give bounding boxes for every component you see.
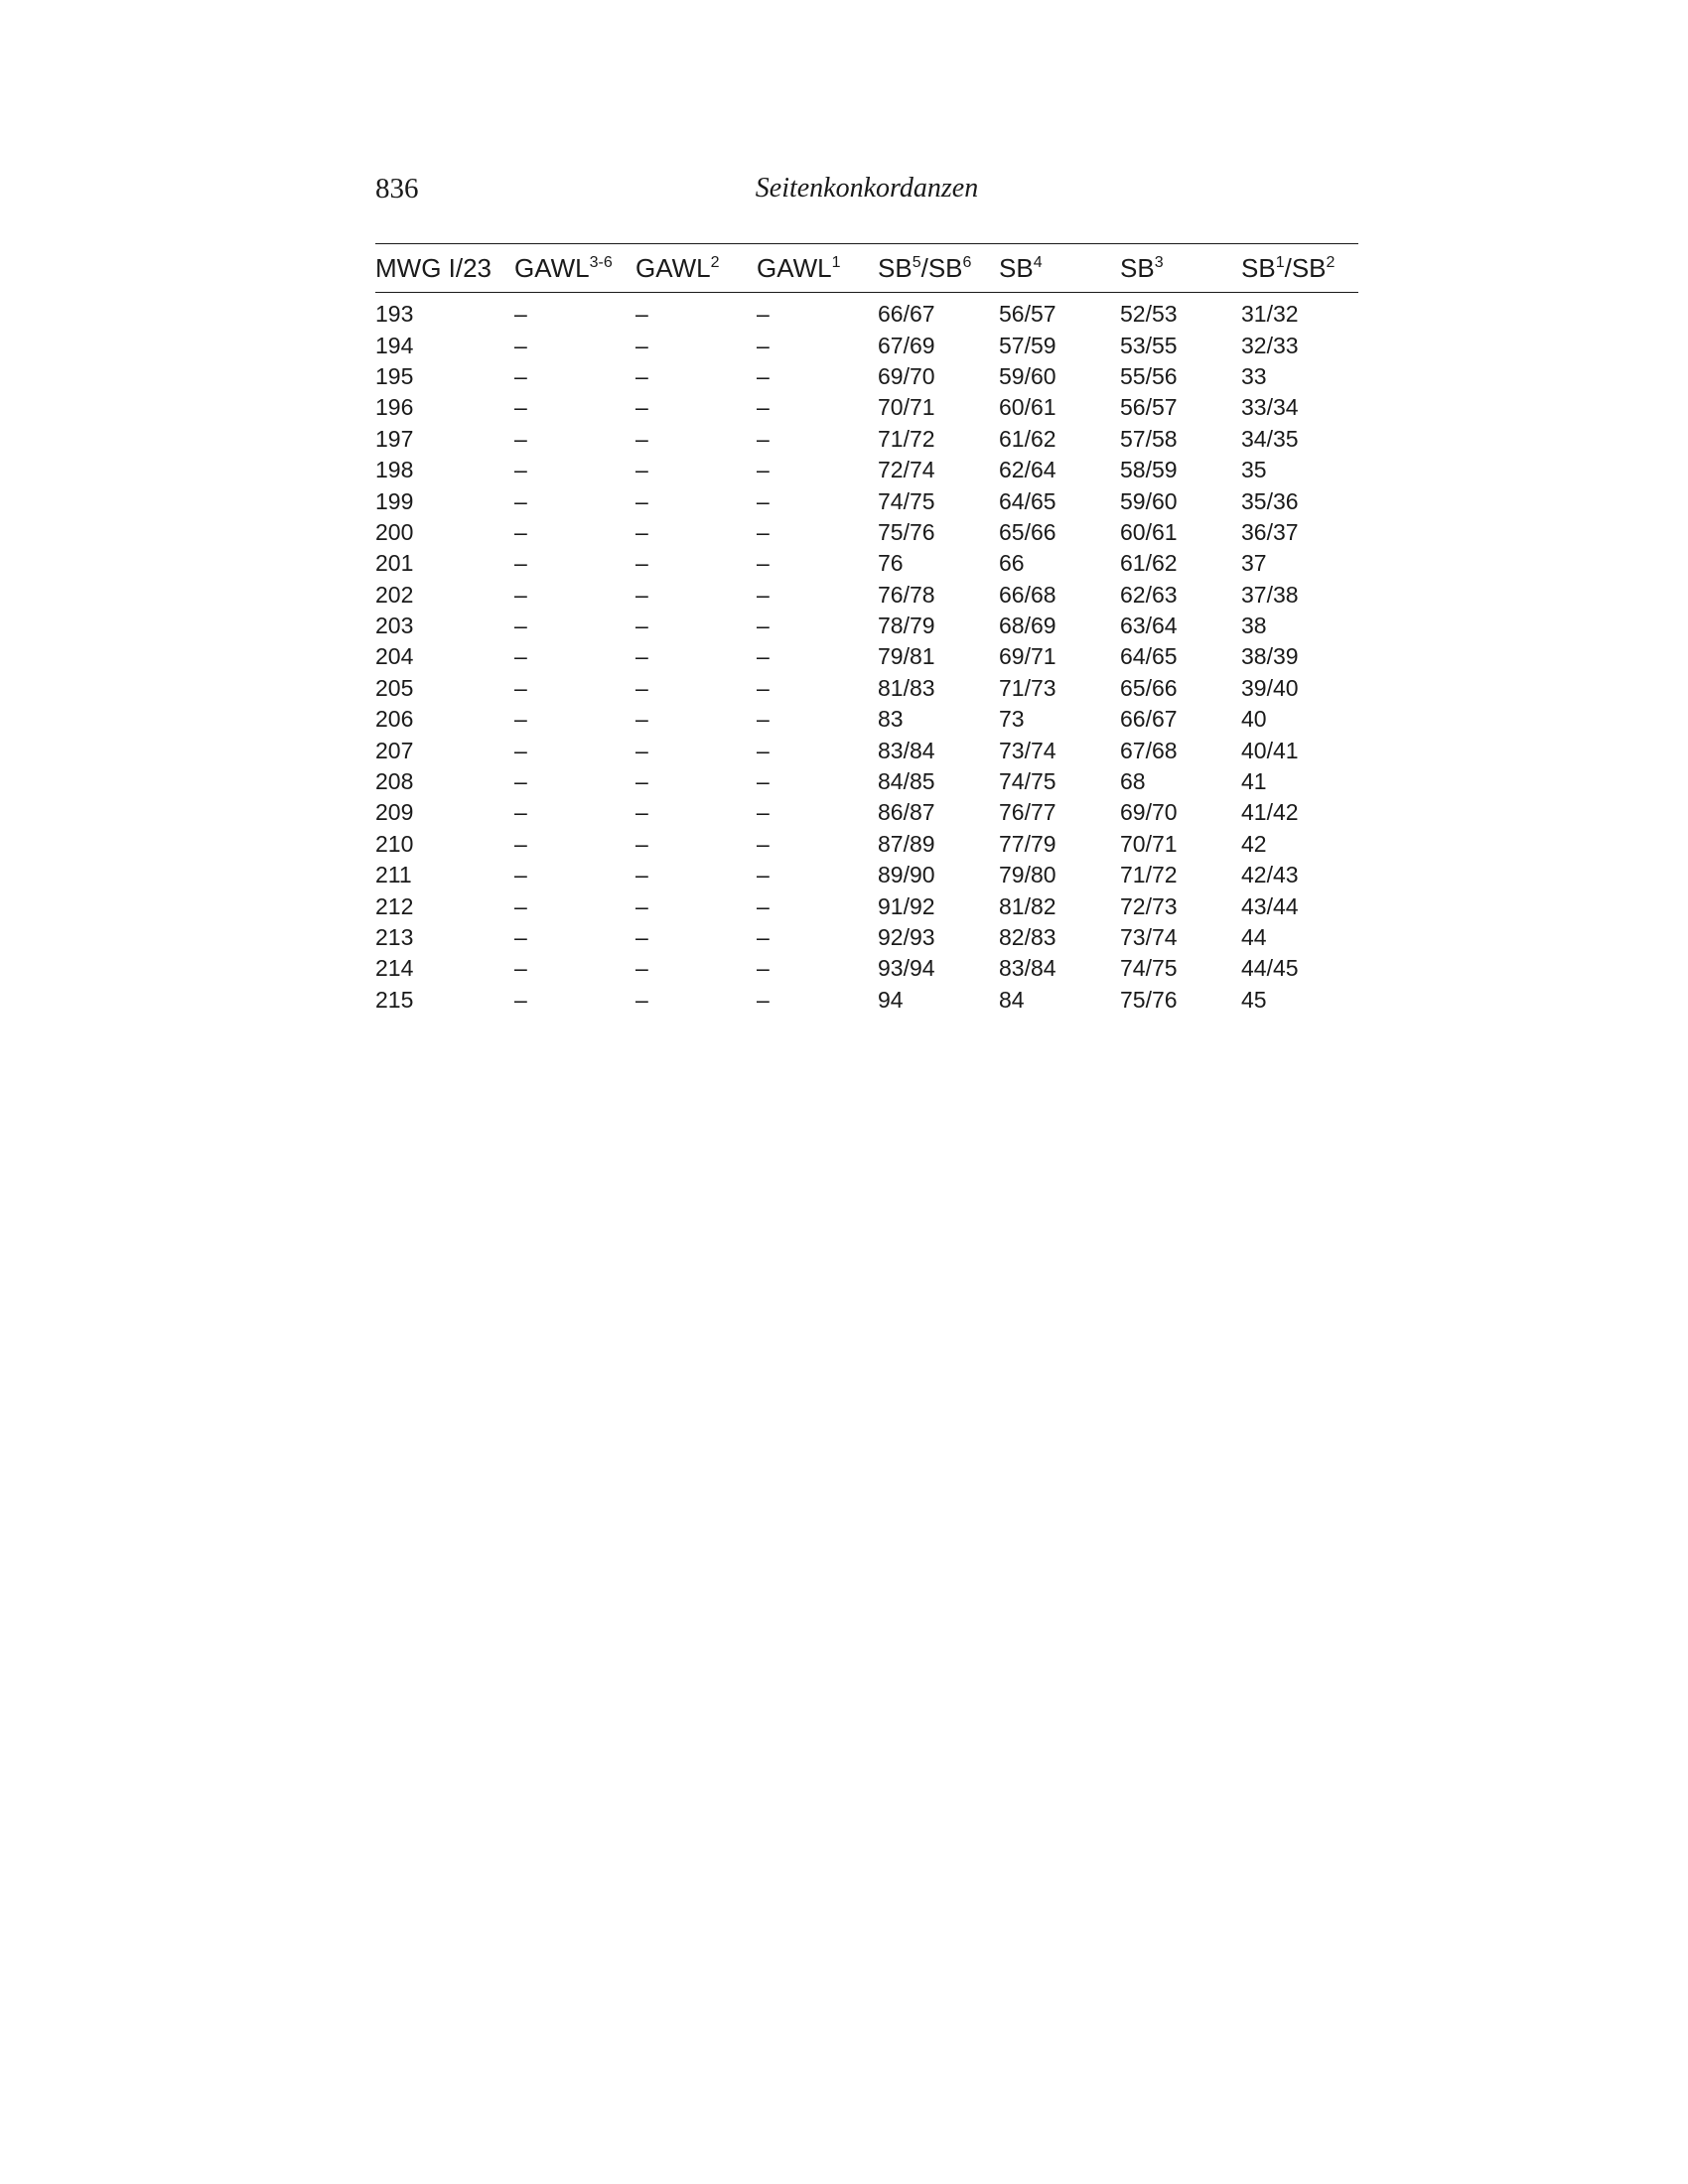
- table-cell: 59/60: [1120, 487, 1178, 514]
- table-cell: 84/85: [878, 768, 935, 795]
- column-header: [375, 244, 514, 293]
- table-cell: 40/41: [1241, 737, 1299, 763]
- page-header: [375, 167, 1358, 210]
- table-cell: 194: [375, 332, 414, 358]
- table-cell: –: [635, 706, 648, 733]
- table-cell: 66/67: [878, 301, 935, 328]
- table-cell: 33: [1241, 362, 1267, 389]
- table-cell: 75/76: [1120, 986, 1178, 1013]
- column-header-superscript: 1: [1275, 253, 1285, 271]
- table-cell: –: [757, 301, 770, 328]
- table-row: [375, 890, 1358, 921]
- table-cell: 60/61: [999, 394, 1056, 421]
- table-row: [375, 673, 1358, 704]
- table-cell: –: [514, 799, 527, 826]
- table-cell: 202: [375, 581, 414, 608]
- column-header-label: GAWL: [757, 252, 832, 283]
- table-cell: 212: [375, 892, 414, 919]
- table-row: [375, 611, 1358, 641]
- table-cell: –: [514, 362, 527, 389]
- table-cell: –: [757, 955, 770, 982]
- table-cell: 70/71: [878, 394, 935, 421]
- table-cell: –: [757, 457, 770, 483]
- table-cell: 65/66: [999, 518, 1056, 545]
- table-cell: 82/83: [999, 924, 1056, 950]
- table-cell: 67/68: [1120, 737, 1178, 763]
- table-cell: –: [757, 643, 770, 670]
- table-cell: 68: [1120, 768, 1146, 795]
- table-cell: 70/71: [1120, 830, 1178, 857]
- table-header-row: [375, 244, 1358, 293]
- table-cell: –: [635, 581, 648, 608]
- table-cell: 205: [375, 674, 414, 701]
- table-cell: 41: [1241, 768, 1267, 795]
- table-cell: 215: [375, 986, 414, 1013]
- table-body: [375, 293, 1358, 1016]
- table-cell: –: [757, 362, 770, 389]
- table-cell: 56/57: [999, 301, 1056, 328]
- table-cell: 200: [375, 518, 414, 545]
- table-cell: 71/72: [878, 425, 935, 452]
- table-cell: –: [514, 830, 527, 857]
- table-cell: 74/75: [999, 768, 1056, 795]
- table-cell: –: [635, 518, 648, 545]
- table-header: [375, 244, 1358, 293]
- table-cell: –: [514, 643, 527, 670]
- table-cell: –: [757, 581, 770, 608]
- table-cell: 69/70: [878, 362, 935, 389]
- table-cell: 93/94: [878, 955, 935, 982]
- table-cell: –: [514, 737, 527, 763]
- table-cell: 62/63: [1120, 581, 1178, 608]
- table-cell: –: [514, 862, 527, 888]
- table-cell: 76: [878, 550, 904, 577]
- table-cell: 67/69: [878, 332, 935, 358]
- table-cell: –: [514, 613, 527, 639]
- table-cell: 35: [1241, 457, 1267, 483]
- table-cell: –: [514, 332, 527, 358]
- table-cell: 57/59: [999, 332, 1056, 358]
- table-cell: 33/34: [1241, 394, 1299, 421]
- table-cell: –: [757, 394, 770, 421]
- table-cell: –: [757, 986, 770, 1013]
- table-cell: 64/65: [999, 487, 1056, 514]
- table-cell: –: [757, 830, 770, 857]
- table-cell: –: [757, 550, 770, 577]
- table-cell: 60/61: [1120, 518, 1178, 545]
- table-cell: 81/83: [878, 674, 935, 701]
- table-cell: 37/38: [1241, 581, 1299, 608]
- table-row: [375, 485, 1358, 516]
- table-cell: 66: [999, 550, 1025, 577]
- table-row: [375, 392, 1358, 423]
- table-cell: 72/74: [878, 457, 935, 483]
- column-header-superscript: 2: [1326, 253, 1336, 271]
- table-cell: –: [514, 955, 527, 982]
- column-header: [514, 244, 635, 293]
- table-cell: –: [635, 986, 648, 1013]
- table-cell: 197: [375, 425, 414, 452]
- table-cell: 73: [999, 706, 1025, 733]
- table-cell: 56/57: [1120, 394, 1178, 421]
- table-cell: 44/45: [1241, 955, 1299, 982]
- table-cell: –: [757, 799, 770, 826]
- table-cell: 73/74: [1120, 924, 1178, 950]
- table-cell: 74/75: [878, 487, 935, 514]
- table-cell: 75/76: [878, 518, 935, 545]
- table-cell: 37: [1241, 550, 1267, 577]
- table-cell: 213: [375, 924, 414, 950]
- column-header-label: SB: [999, 252, 1034, 283]
- column-header-label: GAWL: [635, 252, 711, 283]
- table-cell: 201: [375, 550, 414, 577]
- table-cell: –: [635, 768, 648, 795]
- table-cell: 193: [375, 301, 414, 328]
- table-cell: –: [514, 674, 527, 701]
- table-cell: –: [514, 986, 527, 1013]
- table-cell: 64/65: [1120, 643, 1178, 670]
- table-cell: 44: [1241, 924, 1267, 950]
- table-cell: 71/73: [999, 674, 1056, 701]
- table-cell: 198: [375, 457, 414, 483]
- table-row: [375, 985, 1358, 1016]
- table-cell: 42: [1241, 830, 1267, 857]
- table-row: [375, 517, 1358, 548]
- table-cell: 65/66: [1120, 674, 1178, 701]
- column-header-superscript: 6: [962, 253, 972, 271]
- table-cell: –: [635, 674, 648, 701]
- table-row: [375, 953, 1358, 984]
- table-cell: 83: [878, 706, 904, 733]
- table-row: [375, 704, 1358, 735]
- column-header-label: SB: [927, 252, 963, 283]
- table-row: [375, 361, 1358, 392]
- table-cell: 199: [375, 487, 414, 514]
- table-cell: 59/60: [999, 362, 1056, 389]
- table-cell: –: [635, 924, 648, 950]
- table-cell: –: [757, 892, 770, 919]
- table-cell: 53/55: [1120, 332, 1178, 358]
- table-row: [375, 922, 1358, 953]
- table-row: [375, 735, 1358, 765]
- table-cell: 196: [375, 394, 414, 421]
- table-cell: –: [635, 643, 648, 670]
- column-header-superscript: 4: [1033, 253, 1043, 271]
- table-cell: –: [514, 518, 527, 545]
- column-header-label: SB: [1120, 252, 1155, 283]
- table-cell: 72/73: [1120, 892, 1178, 919]
- table-cell: 195: [375, 362, 414, 389]
- table-cell: 62/64: [999, 457, 1056, 483]
- table-row: [375, 766, 1358, 797]
- table-cell: –: [635, 457, 648, 483]
- table-row: [375, 797, 1358, 828]
- column-header-label: SB: [878, 252, 913, 283]
- table-row: [375, 424, 1358, 455]
- table-cell: –: [635, 799, 648, 826]
- table-cell: –: [635, 425, 648, 452]
- table-cell: –: [757, 613, 770, 639]
- concordance-table: [375, 243, 1358, 1016]
- table-cell: 69/70: [1120, 799, 1178, 826]
- table-cell: –: [514, 550, 527, 577]
- table-cell: 63/64: [1120, 613, 1178, 639]
- table-cell: 52/53: [1120, 301, 1178, 328]
- table-cell: –: [514, 425, 527, 452]
- table-cell: –: [757, 706, 770, 733]
- column-header-label: SB: [1291, 252, 1327, 283]
- table-cell: –: [757, 425, 770, 452]
- table-cell: 83/84: [999, 955, 1056, 982]
- table-cell: 66/68: [999, 581, 1056, 608]
- column-header-superscript: 5: [912, 253, 921, 271]
- table-cell: 71/72: [1120, 862, 1178, 888]
- table-row: [375, 548, 1358, 579]
- table-cell: 77/79: [999, 830, 1056, 857]
- table-cell: 84: [999, 986, 1025, 1013]
- table-cell: –: [635, 613, 648, 639]
- table-cell: 91/92: [878, 892, 935, 919]
- table-cell: –: [635, 550, 648, 577]
- table-cell: 214: [375, 955, 414, 982]
- table-cell: 206: [375, 706, 414, 733]
- table-row: [375, 641, 1358, 672]
- table-cell: 81/82: [999, 892, 1056, 919]
- column-header: [999, 244, 1120, 293]
- table-cell: –: [757, 924, 770, 950]
- table-cell: 32/33: [1241, 332, 1299, 358]
- column-header: [1241, 244, 1358, 293]
- table-cell: –: [635, 830, 648, 857]
- table-cell: –: [635, 487, 648, 514]
- column-header: [1120, 244, 1241, 293]
- table-cell: 94: [878, 986, 904, 1013]
- table-cell: 208: [375, 768, 414, 795]
- table-cell: –: [514, 487, 527, 514]
- table-cell: –: [514, 457, 527, 483]
- table-cell: –: [514, 581, 527, 608]
- column-header: [635, 244, 757, 293]
- table-cell: 58/59: [1120, 457, 1178, 483]
- table-cell: 69/71: [999, 643, 1056, 670]
- table-cell: 204: [375, 643, 414, 670]
- column-header-separator: /: [920, 252, 928, 283]
- table-cell: –: [757, 487, 770, 514]
- table-cell: –: [514, 924, 527, 950]
- table-cell: –: [635, 362, 648, 389]
- table-cell: 68/69: [999, 613, 1056, 639]
- table-cell: 83/84: [878, 737, 935, 763]
- table-cell: –: [635, 332, 648, 358]
- column-header-label: GAWL: [514, 252, 590, 283]
- table-cell: –: [514, 706, 527, 733]
- table-cell: –: [757, 737, 770, 763]
- table-cell: 34/35: [1241, 425, 1299, 452]
- table-cell: 203: [375, 613, 414, 639]
- column-header-separator: /: [1284, 252, 1292, 283]
- table-cell: 38/39: [1241, 643, 1299, 670]
- table-row: [375, 455, 1358, 485]
- table-cell: –: [757, 332, 770, 358]
- table-cell: –: [635, 862, 648, 888]
- table-cell: 39/40: [1241, 674, 1299, 701]
- table-cell: 35/36: [1241, 487, 1299, 514]
- table-cell: –: [635, 892, 648, 919]
- table-cell: 31/32: [1241, 301, 1299, 328]
- page-number: 836: [375, 173, 419, 205]
- table-cell: 40: [1241, 706, 1267, 733]
- table-cell: 87/89: [878, 830, 935, 857]
- table-cell: 42/43: [1241, 862, 1299, 888]
- column-header-superscript: 2: [710, 253, 720, 271]
- table-cell: 41/42: [1241, 799, 1299, 826]
- column-header-superscript: 1: [831, 253, 841, 271]
- table-row: [375, 580, 1358, 611]
- column-header-label: MWG I/23: [375, 252, 492, 283]
- table-row: [375, 860, 1358, 890]
- table-cell: 211: [375, 862, 412, 888]
- table-cell: 61/62: [999, 425, 1056, 452]
- table-cell: 55/56: [1120, 362, 1178, 389]
- column-header-superscript: 3: [1154, 253, 1164, 271]
- column-header: [757, 244, 878, 293]
- table-cell: 45: [1241, 986, 1267, 1013]
- table-cell: 66/67: [1120, 706, 1178, 733]
- table-cell: 78/79: [878, 613, 935, 639]
- table-cell: –: [635, 394, 648, 421]
- table-cell: –: [757, 518, 770, 545]
- table-cell: 57/58: [1120, 425, 1178, 452]
- table-cell: –: [757, 862, 770, 888]
- table-cell: –: [514, 768, 527, 795]
- table-cell: 74/75: [1120, 955, 1178, 982]
- table-cell: 61/62: [1120, 550, 1178, 577]
- table-cell: 43/44: [1241, 892, 1299, 919]
- table-cell: –: [514, 892, 527, 919]
- table-cell: –: [757, 674, 770, 701]
- table-cell: 76/78: [878, 581, 935, 608]
- table-cell: 209: [375, 799, 414, 826]
- table-cell: 76/77: [999, 799, 1056, 826]
- table-cell: 73/74: [999, 737, 1056, 763]
- table-cell: 79/81: [878, 643, 935, 670]
- table-cell: –: [514, 301, 527, 328]
- column-header-label: SB: [1241, 252, 1276, 283]
- column-header: [878, 244, 999, 293]
- table-cell: 207: [375, 737, 414, 763]
- table-cell: –: [514, 394, 527, 421]
- table-row: [375, 293, 1358, 331]
- table-cell: –: [757, 768, 770, 795]
- table-cell: 36/37: [1241, 518, 1299, 545]
- table-cell: –: [635, 301, 648, 328]
- running-title: Seitenkonkordanzen: [755, 173, 979, 204]
- table-cell: 86/87: [878, 799, 935, 826]
- table-cell: 210: [375, 830, 414, 857]
- table-row: [375, 829, 1358, 860]
- table-cell: –: [635, 955, 648, 982]
- table-cell: 79/80: [999, 862, 1056, 888]
- table-row: [375, 330, 1358, 360]
- table-cell: 89/90: [878, 862, 935, 888]
- table-cell: 92/93: [878, 924, 935, 950]
- column-header-superscript: 3-6: [589, 253, 613, 271]
- table-cell: –: [635, 737, 648, 763]
- table-cell: 38: [1241, 613, 1267, 639]
